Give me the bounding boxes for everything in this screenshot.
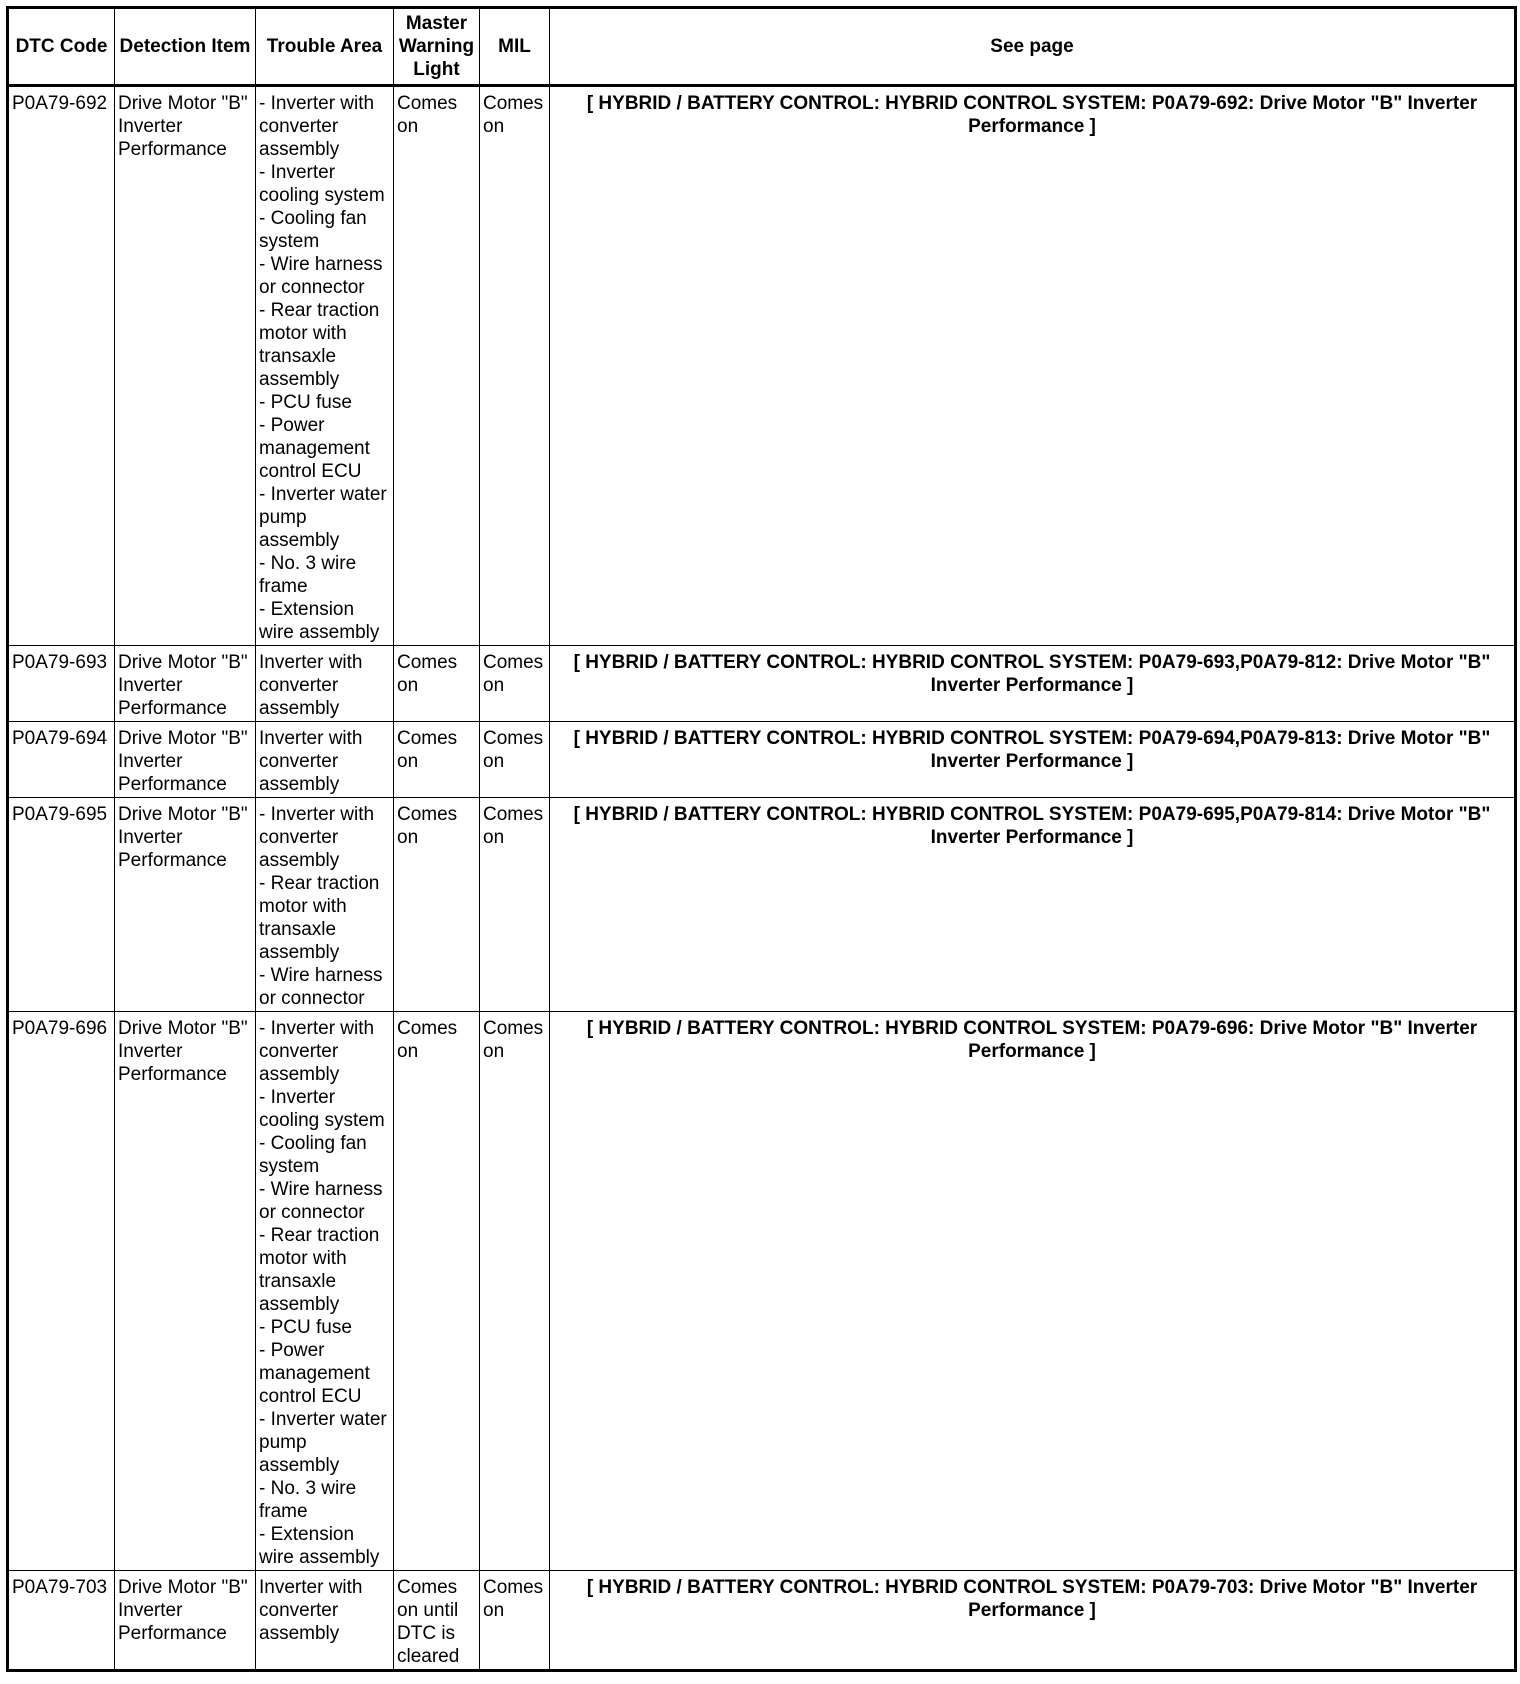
dtc-table — [6, 6, 1517, 1672]
detection-item-cell: Drive Motor "B" Inverter Performance — [115, 646, 256, 722]
header-mil: MIL — [480, 8, 550, 86]
master-warning-light-cell: Comes on — [394, 86, 480, 646]
trouble-area-item: - Extension wire assembly — [259, 1524, 380, 1568]
dtc-code-cell: P0A79-703 — [8, 1571, 115, 1671]
trouble-area-item: - Cooling fan system — [259, 1133, 367, 1177]
trouble-area-item: - No. 3 wire frame — [259, 553, 357, 597]
see-page-link[interactable]: [ HYBRID / BATTERY CONTROL: HYBRID CONTROL SYSTEM: P0A79-696: Drive Motor "B" Inverter Performance ] — [550, 1012, 1516, 1571]
trouble-area-item: - Inverter with converter assembly — [259, 804, 375, 871]
dtc-code-cell: P0A79-693 — [8, 646, 115, 722]
trouble-area-item: - Wire harness or connector — [259, 965, 383, 1009]
header-master-warning-light: Master Warning Light — [394, 8, 480, 86]
trouble-area-cell — [256, 646, 394, 722]
trouble-area-item: Inverter with converter assembly — [259, 652, 363, 719]
trouble-area-item: - Inverter cooling system — [259, 1087, 385, 1131]
detection-item-cell: Drive Motor "B" Inverter Performance — [115, 798, 256, 1012]
trouble-area-item: - Inverter with converter assembly — [259, 93, 375, 160]
dtc-code-cell: P0A79-692 — [8, 86, 115, 646]
trouble-area-item: - Power management control ECU — [259, 415, 370, 482]
trouble-area-cell — [256, 798, 394, 1012]
trouble-area-item: - Rear traction motor with transaxle assembly — [259, 873, 380, 963]
trouble-area-item: - Inverter with converter assembly — [259, 1018, 375, 1085]
header-detection-item: Detection Item — [115, 8, 256, 86]
detection-item-cell: Drive Motor "B" Inverter Performance — [115, 86, 256, 646]
trouble-area-item: - PCU fuse — [259, 392, 352, 413]
table-body — [8, 86, 1516, 1671]
master-warning-light-cell: Comes on — [394, 798, 480, 1012]
header-dtc-code: DTC Code — [8, 8, 115, 86]
dtc-code-cell: P0A79-695 — [8, 798, 115, 1012]
trouble-area-item: - Extension wire assembly — [259, 599, 380, 643]
table-header-row — [8, 8, 1516, 86]
see-page-link[interactable]: [ HYBRID / BATTERY CONTROL: HYBRID CONTROL SYSTEM: P0A79-694,P0A79-813: Drive Motor "B" Inverter Performance ] — [550, 722, 1516, 798]
trouble-area-cell — [256, 1571, 394, 1671]
trouble-area-item: - Inverter water pump assembly — [259, 1409, 387, 1476]
detection-item-cell: Drive Motor "B" Inverter Performance — [115, 1571, 256, 1671]
see-page-link[interactable]: [ HYBRID / BATTERY CONTROL: HYBRID CONTROL SYSTEM: P0A79-692: Drive Motor "B" Inverter Performance ] — [550, 86, 1516, 646]
table-row — [8, 798, 1516, 1012]
see-page-link[interactable]: [ HYBRID / BATTERY CONTROL: HYBRID CONTROL SYSTEM: P0A79-695,P0A79-814: Drive Motor "B" Inverter Performance ] — [550, 798, 1516, 1012]
trouble-area-cell — [256, 86, 394, 646]
dtc-code-cell: P0A79-696 — [8, 1012, 115, 1571]
see-page-link[interactable]: [ HYBRID / BATTERY CONTROL: HYBRID CONTROL SYSTEM: P0A79-703: Drive Motor "B" Inverter Performance ] — [550, 1571, 1516, 1671]
mil-cell: Comes on — [480, 1012, 550, 1571]
dtc-table-container — [6, 6, 1517, 1672]
trouble-area-item: - Cooling fan system — [259, 208, 367, 252]
mil-cell: Comes on — [480, 86, 550, 646]
trouble-area-item: - Inverter water pump assembly — [259, 484, 387, 551]
trouble-area-item: - Power management control ECU — [259, 1340, 370, 1407]
table-row — [8, 1571, 1516, 1671]
table-row — [8, 722, 1516, 798]
detection-item-cell: Drive Motor "B" Inverter Performance — [115, 1012, 256, 1571]
table-row — [8, 1012, 1516, 1571]
table-row — [8, 646, 1516, 722]
mil-cell: Comes on — [480, 1571, 550, 1671]
detection-item-cell: Drive Motor "B" Inverter Performance — [115, 722, 256, 798]
master-warning-light-cell: Comes on until DTC is cleared — [394, 1571, 480, 1671]
mil-cell: Comes on — [480, 646, 550, 722]
trouble-area-cell — [256, 722, 394, 798]
header-see-page: See page — [550, 8, 1516, 86]
table-row — [8, 86, 1516, 646]
mil-cell: Comes on — [480, 798, 550, 1012]
trouble-area-item: - Inverter cooling system — [259, 162, 385, 206]
master-warning-light-cell: Comes on — [394, 722, 480, 798]
mil-cell: Comes on — [480, 722, 550, 798]
trouble-area-item: Inverter with converter assembly — [259, 728, 363, 795]
trouble-area-item: - Wire harness or connector — [259, 1179, 383, 1223]
trouble-area-item: - PCU fuse — [259, 1317, 352, 1338]
trouble-area-item: - No. 3 wire frame — [259, 1478, 357, 1522]
see-page-link[interactable]: [ HYBRID / BATTERY CONTROL: HYBRID CONTROL SYSTEM: P0A79-693,P0A79-812: Drive Motor "B" Inverter Performance ] — [550, 646, 1516, 722]
trouble-area-item: Inverter with converter assembly — [259, 1577, 363, 1644]
master-warning-light-cell: Comes on — [394, 646, 480, 722]
trouble-area-item: - Rear traction motor with transaxle assembly — [259, 1225, 380, 1315]
dtc-code-cell: P0A79-694 — [8, 722, 115, 798]
trouble-area-cell — [256, 1012, 394, 1571]
trouble-area-item: - Rear traction motor with transaxle assembly — [259, 300, 380, 390]
header-trouble-area: Trouble Area — [256, 8, 394, 86]
trouble-area-item: - Wire harness or connector — [259, 254, 383, 298]
master-warning-light-cell: Comes on — [394, 1012, 480, 1571]
